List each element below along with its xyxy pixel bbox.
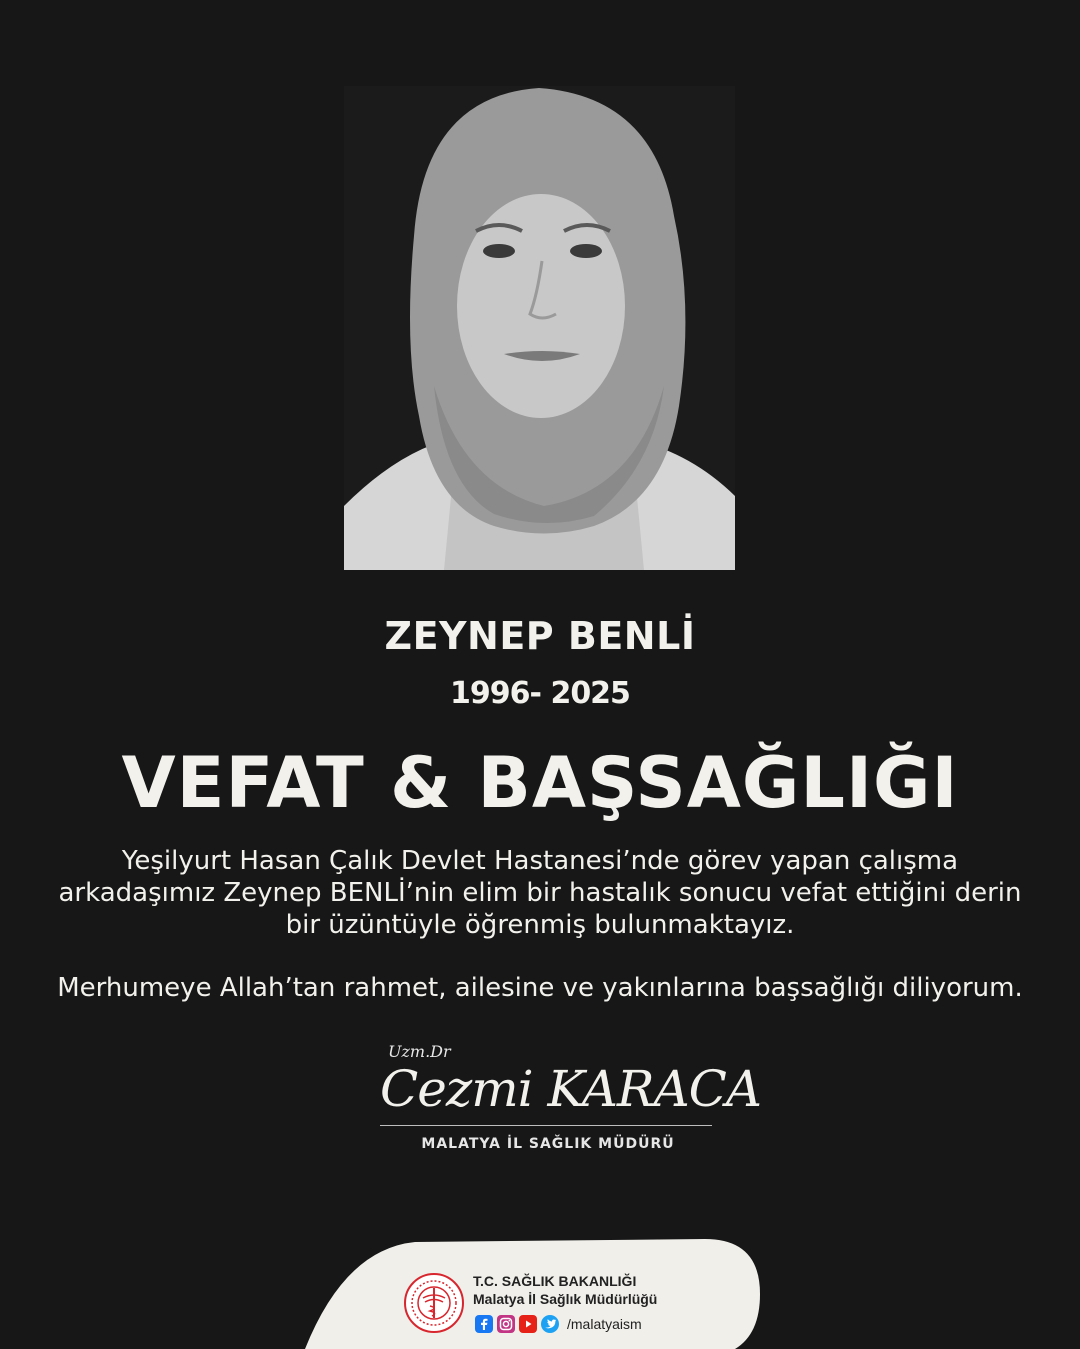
org-name-line2: Malatya İl Sağlık Müdürlüğü — [473, 1291, 658, 1307]
person-years: 1996- 2025 — [450, 676, 630, 711]
headline: VEFAT & BAŞSAĞLIĞI — [121, 742, 959, 824]
signature-block — [378, 1042, 762, 1162]
twitter-icon[interactable] — [541, 1315, 559, 1333]
signature-name: Cezmi KARACA — [380, 1060, 762, 1118]
social-handle[interactable]: /malatyaism — [567, 1316, 642, 1332]
instagram-icon[interactable] — [497, 1315, 515, 1333]
person-name: ZEYNEP BENLİ — [384, 614, 696, 658]
footer-badge — [305, 1239, 765, 1349]
facebook-icon[interactable] — [475, 1315, 493, 1333]
message-paragraph-1: Yeşilyurt Hasan Çalık Devlet Hastanesi’nde görev yapan çalışma arkadaşımız Zeynep BENLİ’nin elim bir hastalık sonucu vefat ettiğini derin bir üzüntüyle öğrenmiş bulunmaktayız. — [58, 846, 1022, 940]
message-paragraph-2: Merhumeye Allah’tan rahmet, ailesine ve yakınlarına başsağlığı diliyorum. — [57, 973, 1023, 1003]
youtube-icon[interactable] — [519, 1315, 537, 1333]
social-links — [475, 1315, 642, 1333]
portrait-photo — [344, 86, 735, 570]
signature-title: Uzm.Dr — [388, 1042, 451, 1061]
signature-role: MALATYA İL SAĞLIK MÜDÜRÜ — [421, 1136, 675, 1152]
org-name-line1: T.C. SAĞLIK BAKANLIĞI — [473, 1273, 637, 1289]
ministry-logo-icon — [403, 1272, 465, 1334]
signature-divider — [380, 1125, 712, 1126]
